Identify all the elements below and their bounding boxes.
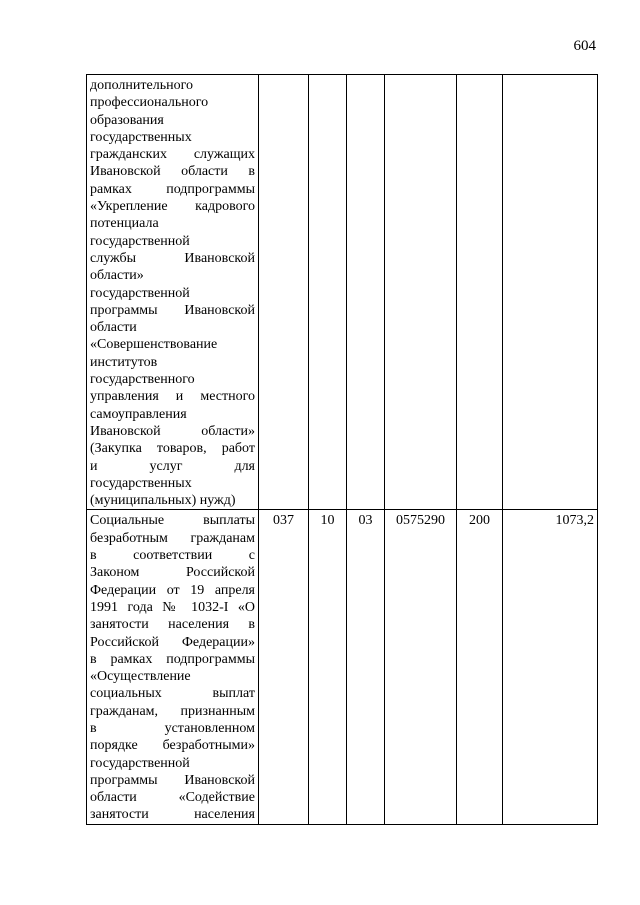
subsection-code-cell: 03 <box>347 510 385 824</box>
description-line: в соответствии с <box>90 548 255 564</box>
expense-description-cell <box>87 75 259 510</box>
subsection-code-cell <box>347 75 385 510</box>
description-line: гражданам, признанным <box>90 703 255 719</box>
budget-table <box>86 74 598 825</box>
description-line: (Закупка товаров, работ <box>90 441 255 457</box>
expense-type-cell: 200 <box>457 510 503 824</box>
amount-cell <box>503 75 598 510</box>
table-row <box>87 75 598 510</box>
description-line: дополнительного <box>90 78 193 93</box>
description-line: «Совершенствование <box>90 337 218 353</box>
description-line: в установленном <box>90 720 255 736</box>
description-line: службы Ивановской <box>90 250 255 266</box>
amount-cell: 1073,2 <box>503 510 598 824</box>
ministry-code-cell: 037 <box>259 510 309 824</box>
description-line: области «Содействие <box>90 790 255 806</box>
description-line: занятости населения <box>90 807 255 823</box>
description-line: управления и местного <box>90 389 255 405</box>
ministry-code-cell <box>259 75 309 510</box>
description-line: Ивановской области» <box>90 423 255 439</box>
target-article-cell: 0575290 <box>385 510 457 824</box>
description-line: Законом Российской <box>90 565 255 581</box>
expense-description-cell <box>87 510 259 824</box>
description-line: и услуг для <box>90 458 255 474</box>
description-line: Российской Федерации» <box>90 634 255 650</box>
target-article-cell <box>385 75 457 510</box>
description-line: государственной <box>90 233 190 249</box>
description-line: в рамках подпрограммы <box>90 651 255 667</box>
description-line: безработным гражданам <box>90 530 255 546</box>
description-line: (муниципальных) нужд) <box>90 493 236 509</box>
description-line: области <box>90 320 137 336</box>
description-line: рамках подпрограммы <box>90 181 255 197</box>
budget-table-body <box>87 75 598 825</box>
page-number: 604 <box>573 38 596 54</box>
description-line: программы Ивановской <box>90 302 255 318</box>
description-line: профессионального <box>90 95 209 111</box>
description-line: государственной <box>90 755 190 771</box>
section-code-cell <box>309 75 347 510</box>
description-line: области» <box>90 268 144 284</box>
description-line: «Укрепление кадрового <box>90 199 255 215</box>
description-line: государственных <box>90 129 192 145</box>
description-line: гражданских служащих <box>90 147 255 163</box>
description-line: порядке безработными» <box>90 738 255 754</box>
table-row <box>87 510 598 824</box>
description-line: программы Ивановской <box>90 772 255 788</box>
description-line: государственных <box>90 475 192 491</box>
description-line: потенциала <box>90 216 159 232</box>
description-line: Ивановской области в <box>90 164 255 180</box>
description-line: занятости населения в <box>90 617 255 633</box>
description-line: Социальные выплаты <box>90 513 255 529</box>
description-line: институтов <box>90 354 158 370</box>
expense-type-cell <box>457 75 503 510</box>
description-line: образования <box>90 112 164 128</box>
description-line: государственной <box>90 285 190 301</box>
description-line: социальных выплат <box>90 686 255 702</box>
description-line: самоуправления <box>90 406 187 422</box>
description-line: 1991 года № 1032-I «О <box>90 599 255 615</box>
description-line: государственного <box>90 372 195 388</box>
description-line: Федерации от 19 апреля <box>90 582 255 598</box>
section-code-cell: 10 <box>309 510 347 824</box>
description-line: «Осуществление <box>90 669 191 685</box>
